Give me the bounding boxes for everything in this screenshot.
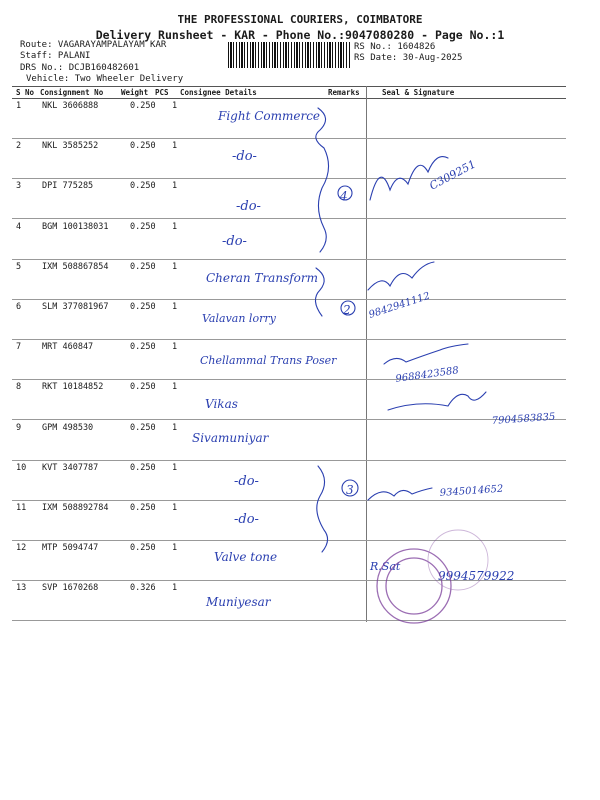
hw-remark-3: 4 xyxy=(340,189,348,203)
hw-consignee-9: Sivamuniyar xyxy=(192,431,269,445)
route-label: Route: VAGARAYAMPALAYAM KAR xyxy=(20,40,167,50)
col-header-weight: Weight xyxy=(121,88,149,97)
row-sno: 10 xyxy=(16,463,27,473)
hw-sig-12-phone: 9994579922 xyxy=(438,569,515,583)
col-header-remarks: Remarks xyxy=(328,88,360,97)
vehicle-label: Vehicle: Two Wheeler Delivery xyxy=(26,74,184,84)
row-sno: 13 xyxy=(16,583,27,593)
row-pcs: 1 xyxy=(172,181,178,191)
row-weight: 0.250 xyxy=(130,342,156,352)
signature-row-10 xyxy=(368,488,432,500)
row-consignment-no: DPI 775285 xyxy=(42,181,94,191)
row-pcs: 1 xyxy=(172,382,178,392)
row-weight: 0.250 xyxy=(130,262,156,272)
row-sno: 7 xyxy=(16,342,22,352)
hw-sig-10: 9345014652 xyxy=(439,483,504,499)
row-weight: 0.250 xyxy=(130,543,156,553)
row-sno: 8 xyxy=(16,382,22,392)
row-weight: 0.250 xyxy=(130,382,156,392)
hw-ditto-3: -do- xyxy=(236,199,261,214)
row-weight: 0.250 xyxy=(130,463,156,473)
row-weight: 0.250 xyxy=(130,141,156,151)
row-pcs: 1 xyxy=(172,543,178,553)
row-sno: 1 xyxy=(16,101,22,111)
row-pcs: 1 xyxy=(172,262,178,272)
col-header-sno: S No xyxy=(16,88,35,97)
signature-row-5 xyxy=(368,262,434,290)
hw-ditto-4: -do- xyxy=(222,234,247,249)
signature-row-8 xyxy=(388,392,486,410)
row-sno: 2 xyxy=(16,141,22,151)
row-pcs: 1 xyxy=(172,101,178,111)
company-title: THE PROFESSIONAL COURIERS, COIMBATORE xyxy=(177,13,423,26)
row-weight: 0.250 xyxy=(130,181,156,191)
row-pcs: 1 xyxy=(172,222,178,232)
signature-row-7 xyxy=(384,344,468,364)
hw-remark-10: 3 xyxy=(346,483,354,497)
col-header-signature: Seal & Signature xyxy=(382,88,455,97)
hw-sig-5: 9842941112 xyxy=(367,290,432,321)
col-header-consignee: Consignee Details xyxy=(180,88,257,97)
col-header-pcs: PCS xyxy=(155,88,169,97)
row-sno: 6 xyxy=(16,302,22,312)
hw-remark-6: 2 xyxy=(343,303,351,317)
hw-consignee-1a: Fight Commerce xyxy=(218,109,321,123)
col-header-consignment: Consignment No xyxy=(40,88,104,97)
ditto-bracket-top xyxy=(316,108,329,252)
row-pcs: 1 xyxy=(172,423,178,433)
row-pcs: 1 xyxy=(172,141,178,151)
drs-label: DRS No.: DCJB160482601 xyxy=(20,63,140,73)
row-sno: 9 xyxy=(16,423,22,433)
hw-consignee-7: Chellammal Trans Poser xyxy=(200,354,337,367)
hw-sig-8: 7904583835 xyxy=(491,411,556,427)
hw-ditto-2: -do- xyxy=(232,149,257,164)
row-sno: 3 xyxy=(16,181,22,191)
hw-sig-12-name: R.Sat xyxy=(370,560,401,573)
row-consignment-no: MRT 460847 xyxy=(42,342,94,352)
row-weight: 0.250 xyxy=(130,423,156,433)
rs-number: RS No.: 1604826 xyxy=(354,42,436,52)
row-consignment-no: NKL 3606888 xyxy=(42,101,99,111)
row-weight: 0.250 xyxy=(130,222,156,232)
row-sno: 4 xyxy=(16,222,22,232)
row-consignment-no: GPM 498530 xyxy=(42,423,94,433)
row-consignment-no: IXM 508892784 xyxy=(42,503,109,513)
row-consignment-no: BGM 100138031 xyxy=(42,222,109,232)
ditto-bracket-bottom xyxy=(317,466,328,552)
row-weight: 0.250 xyxy=(130,503,156,513)
hw-ditto-10: -do- xyxy=(234,474,259,489)
staff-label: Staff: PALANI xyxy=(20,51,91,61)
row-pcs: 1 xyxy=(172,342,178,352)
hw-consignee-13: Muniyesar xyxy=(206,595,271,609)
hw-sig-2: C309251 xyxy=(427,157,478,193)
row-consignment-no: RKT 10184852 xyxy=(42,382,104,392)
row-weight: 0.250 xyxy=(130,302,156,312)
hw-sig-7: 9688423588 xyxy=(394,365,460,385)
row-consignment-no: NKL 3585252 xyxy=(42,141,99,151)
row-pcs: 1 xyxy=(172,503,178,513)
row-pcs: 1 xyxy=(172,302,178,312)
hw-consignee-12: Valve tone xyxy=(214,550,278,564)
row-sno: 11 xyxy=(16,503,27,513)
row-consignment-no: KVT 3407787 xyxy=(42,463,99,473)
hw-consignee-6: Valavan lorry xyxy=(202,312,276,325)
row-consignment-no: SVP 1670268 xyxy=(42,583,99,593)
row-pcs: 1 xyxy=(172,463,178,473)
row-sno: 12 xyxy=(16,543,27,553)
hw-ditto-11: -do- xyxy=(234,512,259,527)
row-consignment-no: MTP 5094747 xyxy=(42,543,99,553)
rs-date: RS Date: 30-Aug-2025 xyxy=(354,53,463,63)
row-weight: 0.326 xyxy=(130,583,156,593)
row-pcs: 1 xyxy=(172,583,178,593)
row-consignment-no: IXM 508867854 xyxy=(42,262,109,272)
runsheet-subtitle: Delivery Runsheet - KAR - Phone No.:9047080280 - Page No.:1 xyxy=(95,28,505,42)
row-sno: 5 xyxy=(16,262,22,272)
hw-consignee-8: Vikas xyxy=(205,397,238,411)
hw-consignee-5: Cheran Transform xyxy=(206,271,319,285)
row-consignment-no: SLM 377081967 xyxy=(42,302,109,312)
row-weight: 0.250 xyxy=(130,101,156,111)
